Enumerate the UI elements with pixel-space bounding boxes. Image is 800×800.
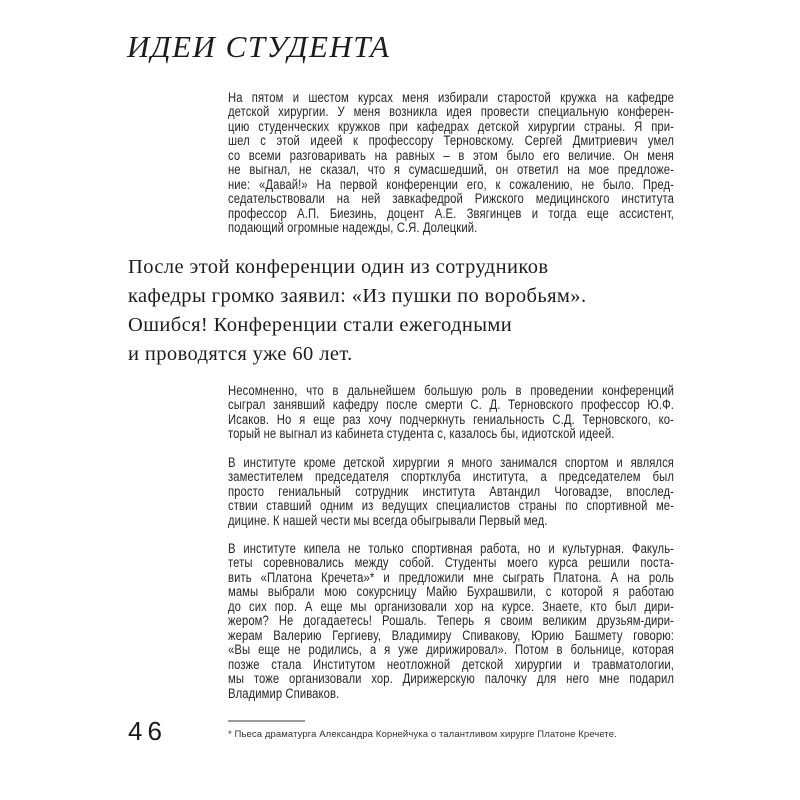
body-paragraph-3: В институте кипела не только спортивная работа, но и культурная. Факуль- теты соревновались между собой. Студенты моего курса решили поста- вить «Платона Кречета»* и предложили мне сыграть Платона. А на роль мамы выбрали мою сокурсницу Майю Бухрашвили, с которой я работаю до сих пор. А еще мы организовали хор на курсе. Знаете, кто был дири- жером? Не догадаетесь! Рошаль. Теперь я своим великим друзьям-дири- жерам Валерию Гергиеву, Владимиру Спивакову, Юрию Башмету говорю: «Вы еще не родились, а я уже дирижировал». Потом в больнице, которая позже стала Институтом неотложной детской хирургии и травматологии, мы тоже организовали хор. Дирижерскую палочку для него мне подарил Владимир Спиваков. [228,541,674,701]
footnote [228,720,668,741]
footnote-text: * Пьеса драматурга Александра Корнейчука о талантливом хирурге Платоне Кречете. [228,729,617,740]
pull-quote: После этой конференции один из сотрудников кафедры громко заявил: «Из пушки по воробьям». Ошибся! Конференции стали ежегодными и проводятся уже 60 лет. [128,256,587,365]
intro-paragraph: На пятом и шестом курсах меня избирали старостой кружка на кафедре детской хирургии. У меня возникла идея провести специальную конферен- цию студенческих кружков при кафедрах детской хирургии страны. Я при- шел с этой идеей к профессору Терновскому. Сергей Дмитриевич умел со всеми разговаривать на равных – в этом было его величие. Он меня не выгнал, не сказал, что я сумасшедший, он ответил на мое предложе- ние: «Давай!» На первой конференции его, к сожалению, не было. Пред- седательствовали на ней завкафедрой Рижского медицинского института профессор А.П. Биезинь, доцент А.Е. Звягинцев и тогда еще ассистент, подающий огромные надежды, С.Я. Долецкий. [228,90,674,236]
page-number: 46 [128,716,167,746]
chapter-title: ИДЕИ СТУДЕНТА [127,29,391,64]
footnote-rule [228,720,305,722]
body-paragraph-1: Несомненно, что в дальнейшем большую роль в проведении конференций сыграл занявший кафедру после смерти С. Д. Терновского профессор Ю.Ф. Исаков. Но я еще раз хочу подчеркнуть гениальность С.Д. Терновского, ко- торый не выгнал из кабинета студента с, казалось бы, идиотской идеей. [228,383,674,442]
body-paragraph-2: В институте кроме детской хирургии я много занимался спортом и являлся заместителем председателя спортклуба института, а председателем был просто гениальный сотрудник института Автандил Чоговадзе, впослед- ствии ставший одним из ведущих специалистов страны по спортивной ме- дицине. К нашей чести мы всегда обыгрывали Первый мед. [228,455,674,528]
